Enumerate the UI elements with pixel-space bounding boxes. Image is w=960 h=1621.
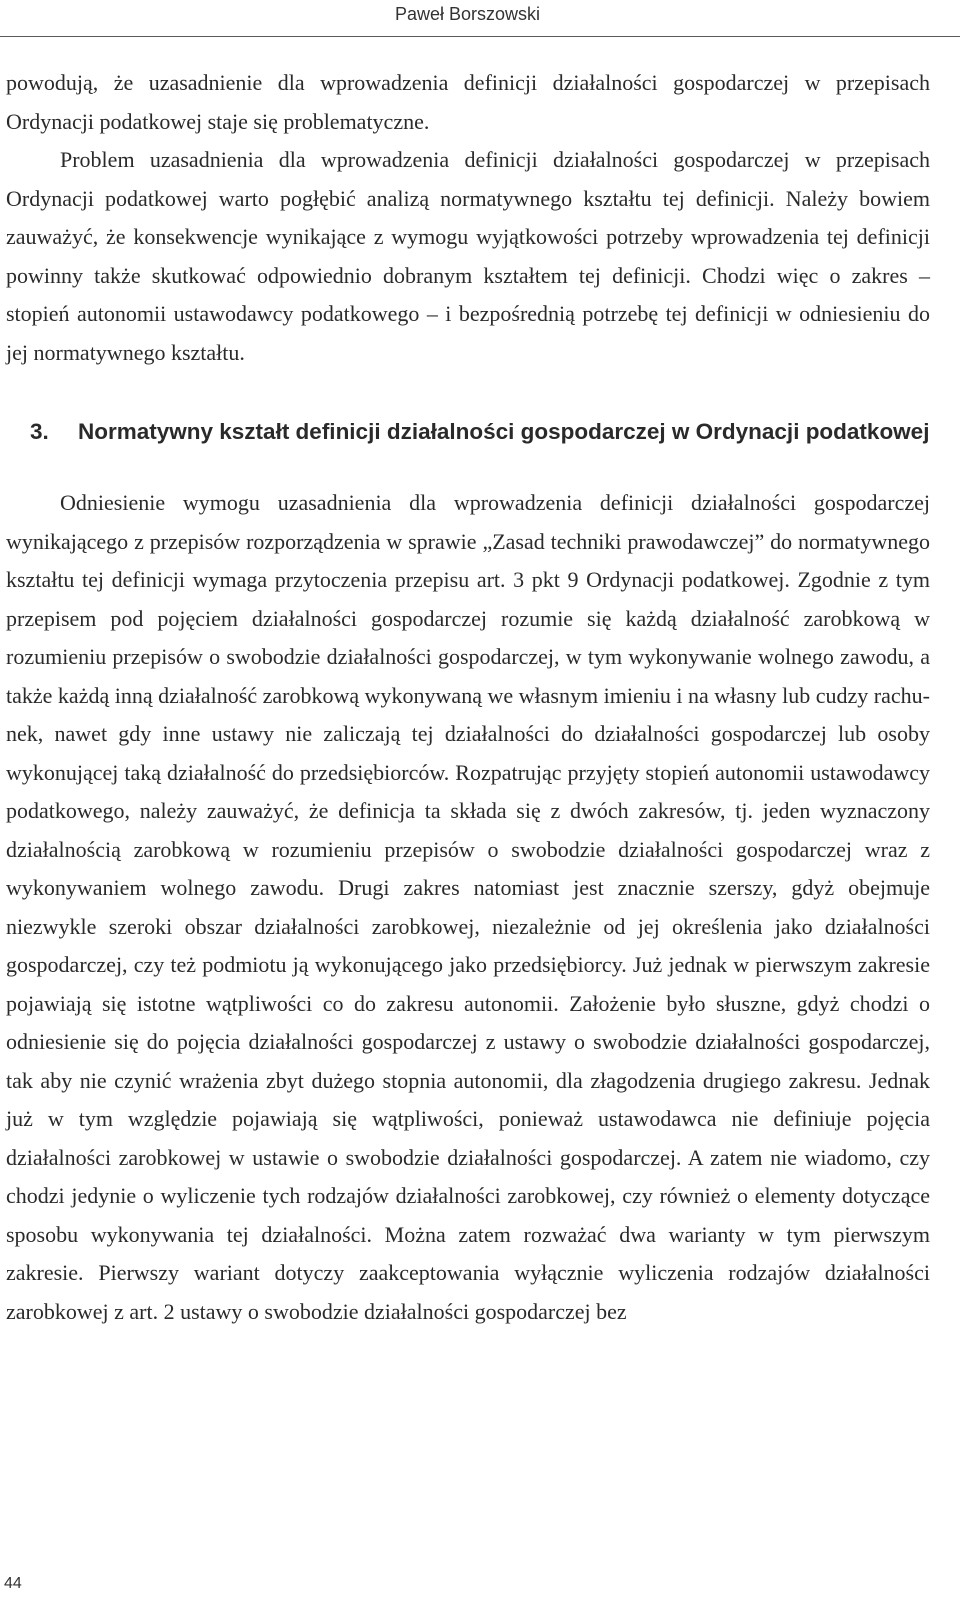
paragraph-odniesienie-wymogu: Odniesienie wymogu uzasadnienia dla wprowadzenia definicji działalności gospodarczej wynikającego z przepisów rozporządzenia w sprawie „Zasad techniki prawodawczej” do normatywnego kształtu tej definicji wymaga przytoczenia przepisu art. 3 pkt 9 Ordynacji podatkowej. Zgodnie z tym przepisem pod pojęciem działalności gospodarczej rozumie się każdą działalność zarobkową w rozumieniu przepisów o swobodzie działalności gospodarczej, w tym wykonywanie wolnego zawodu, a także każdą inną działalność zarobkową wykonywaną we własnym imieniu i na własny lub cudzy rachunek, nawet gdy inne ustawy nie zaliczają tej działalności do działalności gospodarczej lub osoby wykonującej taką działalność do przedsiębiorców. Rozpatrując przyjęty stopień autonomii ustawodawcy podatkowego, należy zauważyć, że definicja ta składa się z dwóch zakresów, tj. jeden wyznaczony działalnością zarobkową w rozumieniu przepisów o swobodzie działalności gospodarczej wraz z wykonywaniem wolnego zawodu. Drugi zakres natomiast jest znacznie szerszy, gdyż obejmuje niezwykle szeroki obszar działalności zarobkowej, niezależnie od jej określenia jako działalności gospodarczej, czy też podmiotu ją wykonującego jako przedsiębiorcy. Już jednak w pierwszym zakresie pojawiają się istotne wątpliwości co do zakresu autonomii. Założenie było słuszne, gdyż chodzi o odniesienie się do pojęcia działalności gospodarczej z ustawy o swobodzie działalności gospodarczej, tak aby nie czynić wrażenia zbyt dużego stopnia autonomii, dla złagodzenia drugiego zakresu. Jednak już w tym względzie pojawiają się wątpliwości, ponieważ ustawodawca nie definiuje pojęcia działalności zarobkowej w ustawie o swobodzie działalności gospodarczej. A zatem nie wiadomo, czy chodzi jedynie o wyliczenie tych rodzajów działalności zarobkowej, czy również o elementy dotyczące sposobu wykonywania tej działalności. Można zatem rozważać dwa warianty w tym pierwszym zakresie. Pierwszy wariant dotyczy zaakceptowania wyłącznie wyliczenia rodzajów działalności zarobkowej z art. 2 ustawy o swobodzie działalności gospodarczej bez [6,490,930,1324]
paragraph-continuation: powodują, że uzasadnienie dla wprowadzenia definicji działalności gospodarczej w przepisach Ordynacji podatkowej staje się problematyczne. [6,70,930,134]
running-header-author: Paweł Borszowski [394,4,540,24]
section-heading [6,418,930,446]
section-title: Normatywny kształt definicji działalności gospodarczej w Ordynacji podatkowej [78,419,930,444]
header-divider [0,36,960,37]
page-body [6,64,930,1331]
paragraph-problem-uzasadnienia: Problem uzasadnienia dla wprowadzenia definicji działalności gospodarczej w przepisach Ordynacji podatkowej warto pogłębić analizą normatywnego kształtu tej definicji. Należy bowiem zauważyć, że konsekwencje wynikające z wymogu wyjątkowości potrzeby wprowadzenia tej definicji powinny także skutkować odpowiednio dobranym kształtem tej definicji. Chodzi więc o zakres – stopień autonomii ustawodawcy podatkowego – i bezpośrednią potrzebę tej definicji w odniesieniu do jej normatywnego kształtu. [6,147,930,365]
page-number: 44 [4,1575,22,1592]
section-number: 3. [30,419,49,444]
